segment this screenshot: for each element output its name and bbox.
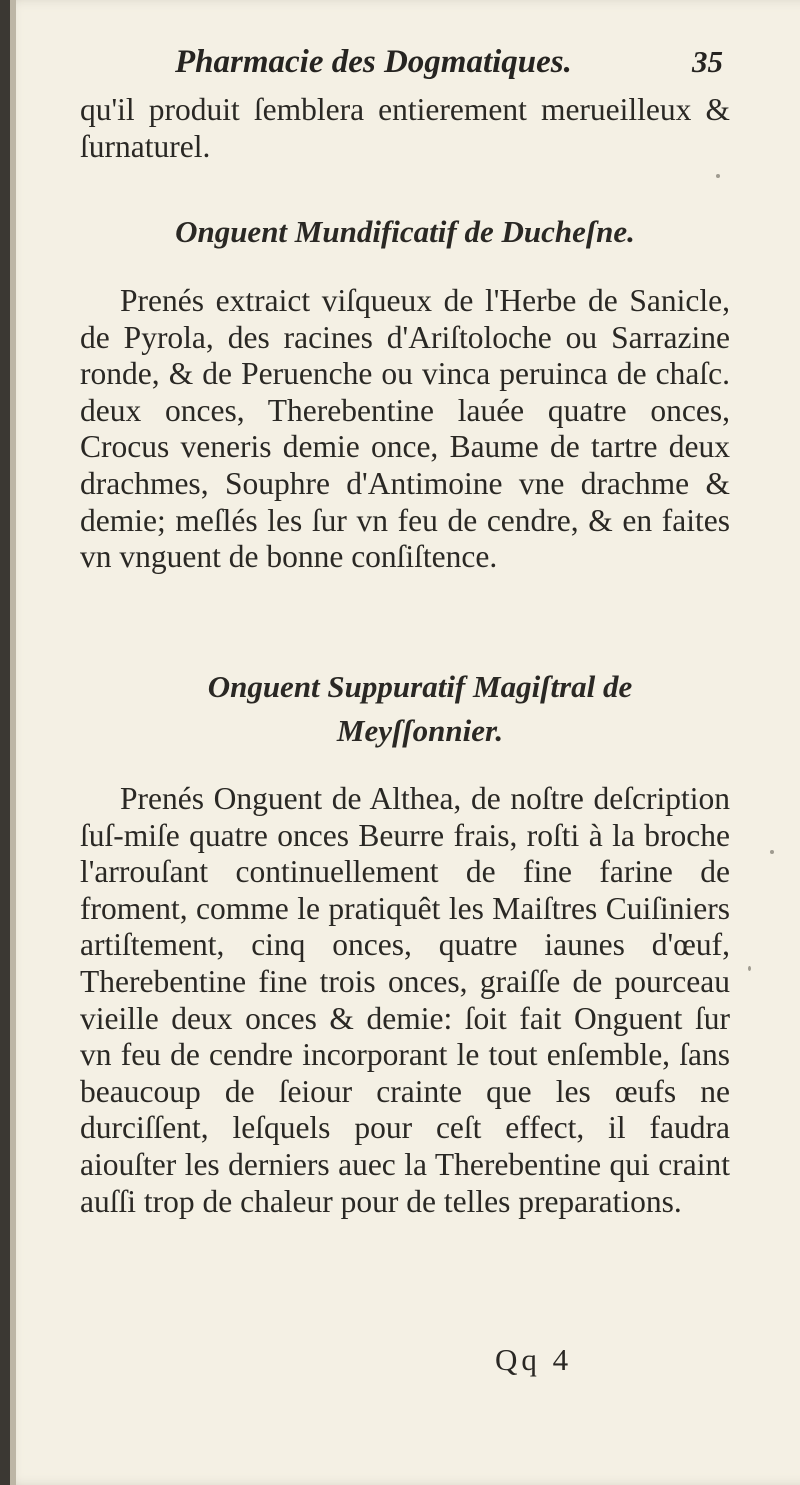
binding-shadow [10, 0, 16, 1485]
paper-speck [770, 850, 774, 854]
section-heading-suppuratif: Onguent Suppuratif Magiſtral de Meyſſonnier. [207, 669, 633, 748]
paper-speck [716, 174, 720, 178]
recipe-paragraph: Prenés extraict viſqueux de l'Herbe de Sanicle, de Pyrola, des racines d'Ariſtoloche ou Sarrazine ronde, & de Peruenche ou vinca peruinca de chaſc. deux onces, Therebentine lauée quatre onces, Crocus veneris demie once, Baume de tartre deux drachmes, Souphre d'Antimoine vne drachme & demie; meſlés les ſur vn feu de cendre, & en faites vn vnguent de bonne conſiſtence. [80, 283, 730, 575]
section-body-suppuratif [80, 781, 730, 1220]
recipe-paragraph: Prenés Onguent de Althea, de noſtre deſcription ſuſ-miſe quatre onces Beurre frais, roſti à la broche l'arrouſant continuellement de fine farine de froment, comme le pratiquêt les Maiſtres Cuiſiniers artiſtement, cinq onces, quatre iaunes d'œuf, Therebentine fine trois onces, graiſſe de pourceau vieille deux onces & demie: ſoit fait Onguent ſur vn feu de cendre incorporant le tout enſemble, ſans beaucoup de ſeiour crainte que les œufs ne durciſſent, leſquels pour ceſt effect, il faudra aiouſter les derniers auec la Therebentine qui craint auſſi trop de chaleur pour de telles preparations. [80, 781, 730, 1219]
running-head-title: Pharmacie des Dogmatiques. [175, 44, 572, 80]
paper-speck [748, 966, 751, 971]
intro-paragraph: qu'il produit ſemblera entierement merueilleux & ſurnaturel. [80, 92, 730, 164]
page-number: 35 [692, 44, 723, 79]
signature-mark: Qq 4 [495, 1342, 573, 1377]
binding-gutter [0, 0, 10, 1485]
section-body-mundificatif [80, 283, 730, 576]
intro-text-block [80, 92, 730, 168]
running-head [0, 44, 800, 86]
section-heading-mundificatif: Onguent Mundificatif de Ducheſne. [175, 214, 635, 249]
